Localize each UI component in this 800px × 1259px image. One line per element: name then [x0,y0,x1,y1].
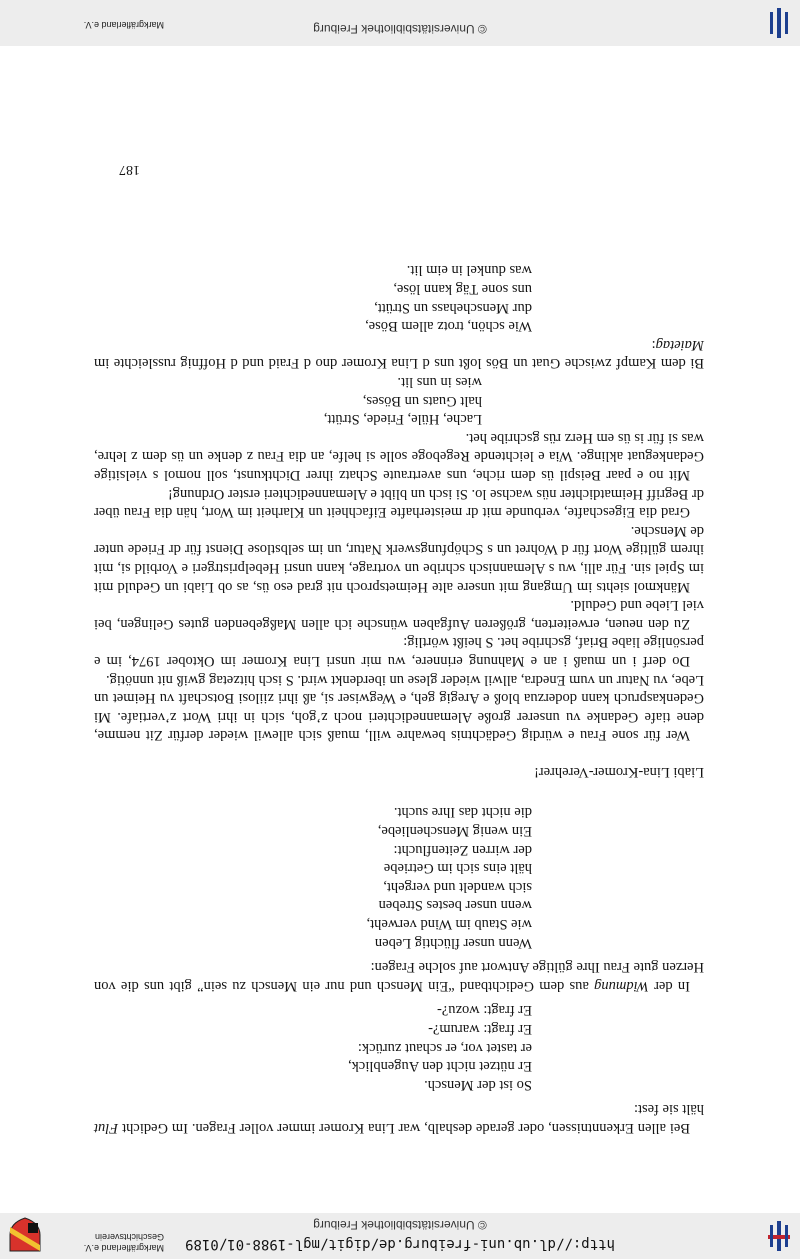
verse-line: Ein wenig Menschenliebe, [377,823,532,840]
verse-line: Wenn unser flüchtig Leben [374,934,532,951]
paragraph: Mit no e paar Beispil üs dem riche, uns avertraute Schatz ihrer Dichtkunst, soll nomol s vielsitige Gedankeguat aklinge. Wia e leichtende Regeboge solle si helfe, an dia Frau z denke un üs dem z lehre, was si für is üs em Herz rüs gschribe het. [94,429,704,483]
verse-line: halt Guats un Böses, [362,392,482,409]
verse-line: wenn unser bestes Streben [378,897,532,914]
verse-line: Wie schön, trotz allem Böse, [365,318,532,335]
intro-text: Bei allen Erkenntnissen, oder gerade deshalb, war Lina Kromer immer voller Fragen. Im Gedicht [118,1120,690,1136]
footer-association: Markgräflerland e.V. [83,20,164,30]
association-name: Markgräflerland e.V. [83,1243,164,1253]
paragraph: Do derf i un muaß i an e Mahnung erinnere, wu mir unsri Lina Kromer im Oktober 1974, im e persönlige liabe Briaf, gschribe het. S heißt wörtlig: [94,634,704,669]
poem-flut [94,1001,704,1094]
footer-copyright: © Universitätsbibliothek Freiburg [313,22,487,36]
intro-text-end: hält sie fest: [633,1101,704,1118]
widmung-text: In der [648,977,690,994]
header-bar [0,1213,800,1259]
page-number: 187 [119,162,140,177]
widmung-paragraph [94,958,704,995]
poem-title-flut: Flut [94,1120,119,1136]
page-body [94,261,704,1137]
verse-line: Er fragt: wozu?- [436,1002,532,1019]
paragraph-maietag [94,335,704,372]
verse-line: sich wandelt und vergeht, [383,878,532,895]
verse-line: So ist der Mensch. [424,1076,532,1093]
association-type: Geschichtsverein [94,1232,164,1242]
poem-maietag [94,261,704,335]
poem-title-widmung: Widmung [594,977,649,994]
paragraph: Grad dia Eigeschafte, verbunde mit dr meisterhafte Eifachheit un Klarheit im Wort, hän dia Frau über dr Begriff Heimatdichter nüs wachse lo. Si isch un blibt e Alemannedichteri erster Ordnung! [94,485,704,521]
verse-line: wies in uns lit. [397,374,482,391]
association-label [46,1231,164,1253]
footer-ub-logo-icon [766,8,792,38]
verse-line: er tastet vor, er schaut zurück: [357,1039,532,1056]
document-url[interactable]: http://dl.ub.uni-freiburg.de/digit/mgl-1988-01/0189 [185,1236,615,1252]
widmung-text-end: aus dem Gedichtband “Ein Mensch und nur ein Mensch zu sein” gibt uns die von Herzen gute Frau Ihre gültige Antwort auf solche Fragen: [93,959,704,994]
paragraph: Wer für sone Frau e würdig Gedächtnis bewahre will, muaß sich allewil wieder derfür Zit nemme, dene tiafe Gedanke vu unserer große Alemannedichteri noch z’goh, sich in ihri Wort z’vertiafe. Mi Gedenkaspruch kann doderzua bloß e Aregig geh, e Wegwiser si, aß ihri ziilosi Botschaft vu Heimet un Lebe, vu Natur un vum Enedra, allwil wieder glese un iberdenkt wird. S isch hitzetag gwiß nit unnötig. [94,671,704,744]
verse-line: Er fragt: warum?- [428,1021,532,1038]
verse-line: wie Staub im Wind verweht, [366,916,532,933]
poem-widmung [94,803,704,952]
verse-line: Lache, Hüle, Friede, Strütt, [323,411,482,428]
footer-bar [0,0,800,46]
ub-freiburg-logo-icon [766,1221,792,1251]
header-copyright: © Universitätsbibliothek Freiburg [313,1218,487,1232]
verse-line: dur Menschehass un Strütt, [374,299,532,316]
verse-line: die nicht das Ihre sucht. [393,804,532,821]
maietag-text: Bi dem Kampf zwische Guat un Bös loßt uns d Lina Kromer dno d Fraid und d Hoffnig russleichte im [94,355,704,372]
salutation: Liabi Lina-Kromer-Verehrer! [534,763,704,780]
paragraph: Zu den neuen, erweiterten, größeren Aufgaben wünsche ich allen Maßgebenden gutes Gelingen, bei viel Liebe und Geduld. [94,597,704,632]
maietag-text-end: : [651,336,656,353]
verse-line: Er nützet nicht den Augenblick, [347,1058,532,1075]
verse-line: uns sone Täg kann löse, [393,281,532,298]
verse-line: was dunkel in eim lit. [406,262,532,279]
paragraph: Mänkmol siehts im Umgang mit unsere alte Heimetsproch nit grad eso üs, as ob Liabi un Geduld mit im Spiel sin. Für alli, wu s Alemannisch schribe un vortrage, kann unsri Hebelpristrgeri e Vorbild si, mit ihrem gültige Wort für d Wohret un s Schöpfungswerk Natur, un im selbstlose Dienst für dr Friede unter de Mensche. [94,522,704,595]
intro-paragraph [94,1100,704,1137]
coat-of-arms-icon [8,1217,42,1253]
poem-lache [94,372,704,428]
poem-title-maietag: Maietag [655,336,704,353]
verse-line: der wirren Zeitenflucht: [393,841,532,858]
verse-line: hält eins sich im Getriebe [383,860,532,877]
